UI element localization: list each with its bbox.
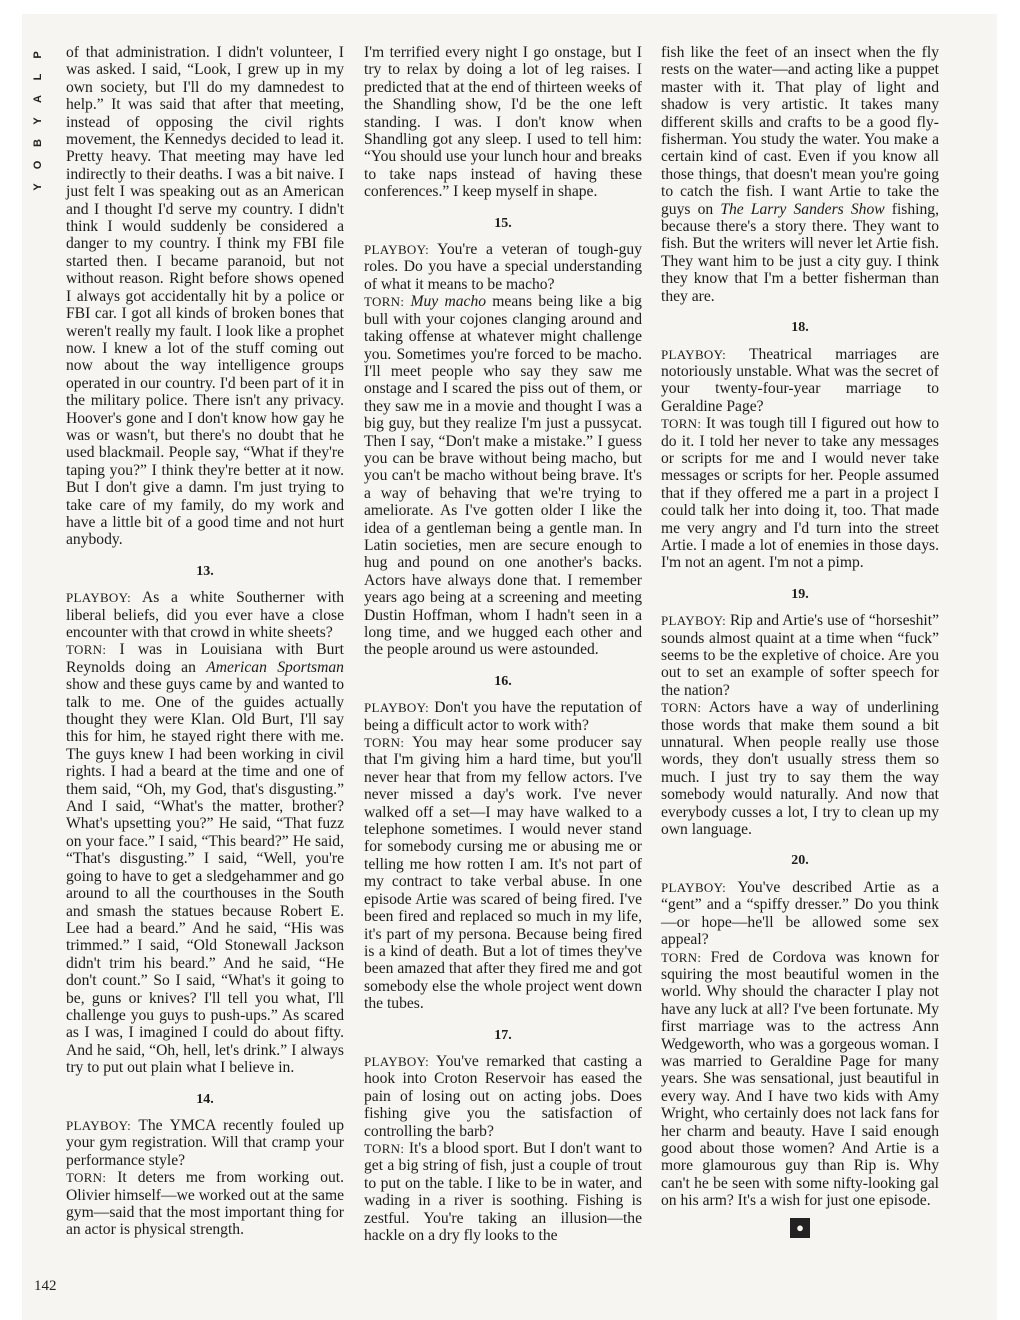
question-text: Theatrical marriages are notoriously unstable. What was the secret of your twenty-four-year marriage to Geraldine Page? bbox=[661, 345, 939, 415]
answer-text: It was tough till I figured out how to do it. I told her never to take any messages or scripts for me and I would never take messages or scripts for her. People assumed that if they offered me a part in a project I could talk her into doing it, too. That made me very angry and I'd turn into the street Artie. I made a lot of enemies in those days. I'm not an agent. I'm not a pimp. bbox=[661, 415, 939, 572]
speaker-label: PLAYBOY: bbox=[661, 879, 727, 895]
answer-text: I was in Louisiana with Burt Reynolds doing an bbox=[66, 641, 344, 676]
answer bbox=[661, 415, 939, 572]
question-number: 14. bbox=[196, 1091, 214, 1107]
answer-text: It's a blood sport. But I don't want to get a big string of fish, just a couple of trout to put on the table. I like to be in water, and wading in a river is soothing. Fishing is zestful. You're taking an illusion—the hackle on a dry fly looks to the bbox=[364, 1139, 642, 1244]
question bbox=[66, 1117, 344, 1169]
question-text: As a white Southerner with liberal beliefs, did you ever have a close encounter with that crowd in white sheets? bbox=[66, 589, 344, 641]
question-number: 20. bbox=[791, 853, 809, 869]
foreign-phrase: Muy macho bbox=[410, 293, 487, 311]
speaker-label: PLAYBOY: bbox=[661, 346, 727, 362]
rabbit-endmark-icon: ● bbox=[790, 1218, 810, 1238]
question-number: 17. bbox=[494, 1027, 512, 1043]
speaker-label: PLAYBOY: bbox=[661, 613, 727, 629]
question bbox=[364, 241, 642, 293]
speaker-label: PLAYBOY: bbox=[66, 1117, 132, 1133]
question-text: Don't you have the reputation of being a difficult actor to work with? bbox=[364, 699, 643, 734]
show-title: American Sportsman bbox=[206, 658, 344, 676]
show-title: The Larry Sanders Show bbox=[720, 200, 885, 218]
question bbox=[661, 346, 939, 416]
question-text: You're a veteran of tough-guy roles. Do you have a special understanding of what it means to be macho? bbox=[364, 241, 642, 293]
question bbox=[66, 589, 344, 641]
column-1 bbox=[66, 44, 344, 1239]
question-number: 16. bbox=[494, 673, 512, 689]
answer-text: You may hear some producer say that I'm giving him a hard time, but you'll never hear that from my fellow actors. I've never missed a day's work. I've never walked off a set—I may have walked to a telephone sometimes. I would never stand for somebody cursing me or abusing me or telling me how rotten I am. It's not part of my contract to take verbal abuse. In one episode Artie was scared of being fired. I've been fired and replaced so much in my life, it's part of my persona. Because being fired is a kind of death. But a lot of times they've been amazed that after they fired me and got somebody else the whole project went down the tubes. bbox=[364, 734, 642, 1013]
speaker-label: TORN: bbox=[364, 735, 405, 751]
question bbox=[661, 879, 939, 949]
answer bbox=[364, 293, 642, 659]
answer bbox=[364, 1140, 642, 1244]
answer bbox=[661, 699, 939, 838]
answer-text: Fred de Cordova was known for squiring the most beautiful women in the world. Why should the character I play not have any luck at all? I've been fortunate. My first marriage was to the actress Ann Wedgeworth, who was a gorgeous woman. I was married to Geraldine Page for many years. She was sensational, just beautiful in every way. And I have two kids with Amy Wright, who certainly does not lack fans for her charm and beauty. Have I said enough good about those women? And Artie is a more glamourous guy than Rip is. Why can't he be seen with some nifty-looking gal on his arm? It's a wish for just one episode. bbox=[661, 948, 939, 1210]
question bbox=[661, 612, 939, 699]
paragraph: of that administration. I didn't volunteer, I was asked. I said, “Look, I grew up in my own society, but I'll do my damnedest to help.” It was said that after that meeting, instead of opposing the civil rights movement, the Kennedys decided to lead it. Pretty heavy. That meeting may have led indirectly to their deaths. I was a bit naive. I just felt I was speaking out as an American and I thought I'd serve my country. I didn't think I would suddenly be considered a danger to my country. I think my FBI file started then. I became paranoid, but not without reason. Right before shows opened I always got accidentally hit by a police or FBI car. I got all kinds of broken bones that weren't really my fault. I look like a prophet now. I knew a lot of the stuff coming out now about the way intelligence groups operated in our country. I'd been part of it in the military police. There isn't any privacy. Hoover's gone and I don't know how gay he was or wasn't, but there's no doubt that he used blackmail. People say, “What if they're taping you?” I think they're better at it now. But I don't give a damn. I'm just trying to take care of my family, do my work and have a little bit of a good time and not hurt anybody. bbox=[66, 44, 344, 549]
paragraph bbox=[661, 44, 939, 305]
paragraph-text: fishing, because there's a story there. They want to fish. But the writers will never let Artie fish. They want him to be just a city guy. I think they know that I'm a better fisherman than they are. bbox=[661, 200, 939, 305]
question-number: 18. bbox=[791, 320, 809, 336]
question-text: Rip and Artie's use of “horseshit” sounds almost quaint at a time when “fuck” seems to be the expletive of choice. Are you out to set an example of softer speech for the nation? bbox=[661, 612, 939, 699]
speaker-label: TORN: bbox=[661, 700, 702, 716]
answer bbox=[66, 641, 344, 1076]
answer bbox=[66, 1169, 344, 1239]
running-head: P L A Y B O Y bbox=[32, 51, 44, 191]
speaker-label: PLAYBOY: bbox=[364, 700, 430, 716]
magazine-page bbox=[22, 14, 997, 1320]
answer-text: show and these guys came by and wanted to talk to me. One of the guides actually thought they were Klan. Old Burt, I'll say this for him, he stayed right there with me. The guys knew I had been working in civil rights. I had a beard at the time and one of them said, “Oh, my God, that's disgusting.” And I said, “What's the matter, brother? What's upsetting you?” He said, “That fuzz on your face.” I said, “This beard?” He said, “That's disgusting.” I said, “Well, you're going to have to get a sledgehammer and go around to all the courthouses in the South and smash the statues because Robert E. Lee had a beard.” And he said, “His was trimmed.” I said, “Old Stonewall Jackson didn't trim his beard.” And he said, “He don't count.” So I said, “What's it going to be, guns or knives? I'll tell you what, I'll challenge you guys to push-ups.” As scared as I was, I imagined I could do about fifty. And he said, “Oh, hell, let's drink.” I always try to put out plain what I believe in. bbox=[66, 676, 344, 1077]
answer-text: means being like a big bull with your cojones clanging around and taking offense at whatever might challenge you. Sometimes you're forced to be macho. I'll meet people who say they saw me onstage and I scared the piss out of them, or they saw me in a movie and thought I was a big guy, but they realize I'm just a pussycat. Then I say, “Don't make a mistake.” I guess you can be brave without being macho, but you can't be macho without being brave. It's a way of behaving that we're trying to ameliorate. As I've gotten older I like the idea of a gentleman being a gentle man. In Latin societies, men are secure enough to hug and pound on one another's backs. Actors have always done that. I remember years ago being at a screening and meeting Dustin Hoffman, whom I hadn't seen in a long time, and we hugged each other and the people around us were astounded. bbox=[364, 293, 642, 659]
question-text: The YMCA recently fouled up your gym registration. Will that cramp your performance style? bbox=[66, 1116, 344, 1169]
speaker-label: TORN: bbox=[66, 1170, 107, 1186]
question-number: 15. bbox=[494, 215, 512, 231]
question-number: 13. bbox=[196, 563, 214, 579]
speaker-label: TORN: bbox=[661, 416, 702, 432]
speaker-label: TORN: bbox=[364, 294, 405, 310]
speaker-label: TORN: bbox=[661, 949, 702, 965]
speaker-label: PLAYBOY: bbox=[66, 590, 132, 606]
question-number: 19. bbox=[791, 586, 809, 602]
answer bbox=[364, 734, 642, 1013]
answer-text: It deters me from working out. Olivier himself—we worked out at the same gym—said that the most important thing for an actor is physical strength. bbox=[66, 1169, 344, 1239]
paragraph: I'm terrified every night I go onstage, but I try to relax by doing a lot of leg raises. I predicted that at the end of thirteen weeks of the Shandling show, I'd be the one left standing. I was. I don't know when Shandling got any sleep. I used to tell him: “You should use your lunch hour and breaks to take naps instead of having these conferences.” I keep myself in shape. bbox=[364, 44, 642, 201]
speaker-label: PLAYBOY: bbox=[364, 242, 430, 258]
paragraph-text: fish like the feet of an insect when the fly rests on the water—and acting like a puppet master with it. That play of light and shadow is very artistic. It takes many different skills and crafts to be a good fly-fisherman. You study the water. You make a certain kind of cast. Even if you know all those things, that doesn't mean you're going to catch the fish. I want Artie to take the guys on bbox=[661, 44, 939, 218]
question bbox=[364, 1053, 642, 1140]
question bbox=[364, 699, 642, 734]
speaker-label: PLAYBOY: bbox=[364, 1053, 430, 1069]
page-number: 142 bbox=[34, 1278, 57, 1294]
speaker-label: TORN: bbox=[364, 1140, 405, 1156]
column-2 bbox=[364, 44, 642, 1244]
answer-text: Actors have a way of underlining those words that make them sound a bit unnatural. When people really use those words, they don't usually stress them so much. I just try to say them the way somebody would naturally. And now that everybody cusses a lot, I try to clean up my own language. bbox=[661, 699, 939, 839]
answer bbox=[661, 949, 939, 1210]
question-text: You've described Artie as a “gent” and a “spiffy dresser.” Do you think—or hope—he'll be allowed some sex appeal? bbox=[661, 878, 939, 949]
speaker-label: TORN: bbox=[66, 642, 107, 658]
question-text: You've remarked that casting a hook into Croton Reservoir has eased the pain of losing out on acting jobs. Does fishing give you the satisfaction of controlling the barb? bbox=[364, 1052, 642, 1140]
column-3 bbox=[661, 44, 939, 1238]
